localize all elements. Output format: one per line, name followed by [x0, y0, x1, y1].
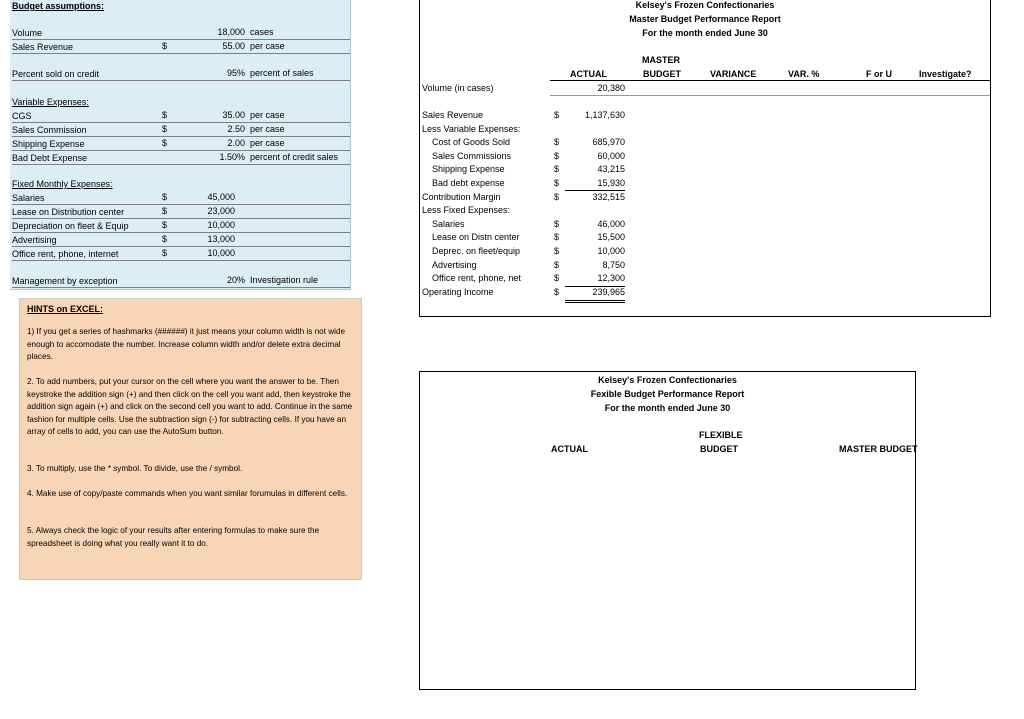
- budget-assumptions-panel: [10, 0, 351, 290]
- variable-label: Shipping Expense: [12, 139, 85, 149]
- master-company: Kelsey's Frozen Confectionaries: [635, 0, 775, 10]
- fixed-dollar: $: [162, 220, 168, 230]
- master-row-dollar: $: [554, 137, 560, 148]
- master-volume-label: Volume (in cases): [422, 83, 494, 93]
- master-row-dollar: $: [554, 259, 560, 270]
- master-header-variance: VARIANCE: [710, 69, 757, 79]
- fixed-dollar: $: [162, 192, 168, 202]
- fixed-label: Depreciation on fleet & Equip: [12, 221, 129, 231]
- master-row-value[interactable]: 239,965: [592, 286, 625, 297]
- master-row-dollar: $: [554, 191, 560, 202]
- flex-period: For the month ended June 30: [604, 403, 731, 413]
- fixed-label: Lease on Distribution center: [12, 207, 125, 217]
- variable-value[interactable]: 2.00: [227, 138, 245, 148]
- master-row-label: Office rent, phone, net: [432, 273, 521, 284]
- variable-label: Bad Debt Expense: [12, 153, 88, 163]
- variable-row[interactable]: [12, 138, 350, 151]
- variable-value[interactable]: 1.50%: [219, 152, 245, 162]
- variable-value[interactable]: 35.00: [222, 110, 245, 120]
- master-row-value[interactable]: 10,000: [597, 246, 625, 256]
- volume-unit: cases: [250, 27, 274, 37]
- master-row-value[interactable]: 685,970: [592, 137, 625, 148]
- fixed-label: Salaries: [12, 193, 45, 203]
- credit-unit: percent of sales: [250, 68, 314, 78]
- variable-label: Sales Commission: [12, 125, 87, 135]
- hint-2: 2. To add numbers, put your cursor on the cell where you want the answer to be. Then keystroke the addition sign (+) and then click on the cell you want add, then keystroke the addition sign again (+) and click on the second cell you want to add. Continue in the same fashion for multiple cells. Use the subtraction sign (-) for subtracting cells. If you have an array of cells to add, you can use the AutoSum button.: [27, 377, 353, 436]
- master-row-dollar: $: [554, 232, 560, 243]
- hints-title: HINTS on EXCEL:: [27, 304, 103, 314]
- volume-row[interactable]: [12, 27, 350, 40]
- master-header-actual: ACTUAL: [570, 69, 607, 79]
- sales-row[interactable]: [12, 41, 350, 54]
- hint-1: 1) If you get a series of hashmarks (######) it just means your column width is not wide enough to accomodate the number. Increase column width and/or delete extra decimal places.: [27, 327, 346, 361]
- variable-unit: per case: [250, 110, 285, 120]
- master-row-dollar: $: [554, 273, 560, 284]
- variable-row[interactable]: [12, 110, 350, 123]
- total-rule-3: [565, 302, 625, 303]
- master-row-dollar: $: [554, 286, 560, 297]
- flex-company: Kelsey's Frozen Confectionaries: [598, 375, 737, 385]
- master-row-label: Advertising: [432, 259, 477, 270]
- master-volume-actual[interactable]: 20,380: [597, 83, 625, 93]
- master-row-value[interactable]: 43,215: [597, 164, 625, 175]
- master-row-label: Sales Revenue: [422, 110, 484, 120]
- master-volume-rule: [550, 95, 990, 96]
- flexible-budget-report: [419, 371, 916, 690]
- master-row-dollar: $: [554, 218, 560, 229]
- fixed-value[interactable]: 13,000: [207, 234, 235, 244]
- master-row-dollar: $: [554, 164, 560, 175]
- master-budget-report: [419, 0, 991, 317]
- master-header-master: MASTER: [642, 55, 680, 65]
- master-row-label: Bad debt expense: [432, 178, 505, 188]
- master-row-dollar: $: [554, 150, 560, 161]
- variable-dollar: $: [162, 138, 168, 148]
- master-period: For the month ended June 30: [642, 28, 768, 38]
- variable-label: CGS: [12, 111, 32, 121]
- master-header-foru: F or U: [866, 69, 892, 79]
- flex-header-budget: BUDGET: [700, 444, 738, 454]
- hint-4: 4. Make use of copy/paste commands when you want similar forumulas in different cells.: [27, 489, 348, 498]
- master-row-value[interactable]: 8,750: [602, 259, 625, 270]
- master-row-label: Less Fixed Expenses:: [422, 205, 511, 216]
- master-row-value[interactable]: 46,000: [597, 218, 625, 229]
- fixed-label: Office rent, phone, internet: [12, 249, 119, 259]
- master-row-label: Lease on Distn center: [432, 232, 520, 243]
- mbe-unit: Investigation rule: [250, 275, 319, 285]
- master-row-dollar: $: [554, 178, 560, 188]
- fixed-row[interactable]: [12, 234, 350, 247]
- sales-label: Sales Revenue: [12, 42, 74, 52]
- master-row-dollar: $: [554, 246, 560, 256]
- master-header-varpct: VAR. %: [788, 69, 820, 79]
- sales-value[interactable]: 55.00: [222, 41, 245, 51]
- credit-value[interactable]: 95%: [226, 68, 245, 78]
- master-row-label: Deprec. on fleet/equip: [432, 246, 521, 256]
- hint-5: 5. Always check the logic of your results after entering formulas to make sure the spreadsheet is doing what you really want it to do.: [27, 526, 320, 548]
- master-row-dollar: $: [554, 110, 560, 120]
- master-row-value[interactable]: 12,300: [597, 273, 625, 284]
- master-row-value[interactable]: 15,930: [597, 178, 625, 188]
- fixed-dollar: $: [162, 234, 168, 244]
- fixed-dollar: $: [162, 206, 168, 216]
- master-row-value[interactable]: 1,137,630: [584, 110, 625, 120]
- master-row-value[interactable]: 332,515: [592, 191, 625, 202]
- master-row-label: Salaries: [432, 218, 465, 229]
- fixed-value[interactable]: 10,000: [207, 220, 235, 230]
- fixed-dollar: $: [162, 248, 168, 258]
- mbe-value[interactable]: 20%: [226, 275, 245, 285]
- variable-value[interactable]: 2.50: [227, 124, 245, 134]
- subtotal-rule: [565, 190, 625, 191]
- master-header-investigate: Investigate?: [919, 69, 972, 79]
- assumptions-title: Budget assumptions:: [12, 1, 105, 11]
- variable-row[interactable]: [12, 124, 350, 137]
- total-rule-1: [565, 286, 625, 287]
- sales-dollar: $: [162, 41, 168, 51]
- master-row-label: Less Variable Expenses:: [422, 123, 521, 134]
- master-row-label: Shipping Expense: [432, 164, 505, 175]
- master-row-label: Sales Commissions: [432, 150, 512, 161]
- fixed-row[interactable]: [12, 206, 350, 219]
- variable-unit: percent of credit sales: [250, 152, 339, 162]
- fixed-label: Advertising: [12, 235, 57, 245]
- excel-hints-panel: [19, 298, 362, 580]
- master-row-value[interactable]: 60,000: [597, 150, 625, 161]
- hint-3: 3. To multiply, use the * symbol. To divide, use the / symbol.: [27, 464, 243, 473]
- variable-unit: per case: [250, 124, 285, 134]
- flex-report-title: Fexible Budget Performance Report: [590, 389, 745, 399]
- fixed-value[interactable]: 23,000: [207, 206, 235, 216]
- fixed-title: Fixed Monthly Expenses:: [12, 179, 113, 189]
- master-row-label: Contribution Margin: [422, 191, 501, 202]
- fixed-row[interactable]: [12, 248, 350, 261]
- variable-dollar: $: [162, 124, 168, 134]
- fixed-value[interactable]: 10,000: [207, 248, 235, 258]
- sales-unit: per case: [250, 41, 285, 51]
- flex-header-flexible: FLEXIBLE: [699, 430, 743, 440]
- credit-label: Percent sold on credit: [12, 69, 100, 79]
- master-report-title: Master Budget Performance Report: [629, 14, 781, 24]
- volume-value[interactable]: 18,000: [217, 27, 245, 37]
- fixed-row[interactable]: [12, 220, 350, 233]
- variable-dollar: $: [162, 110, 168, 120]
- master-header-rule: [550, 80, 990, 81]
- master-row-value[interactable]: 15,500: [597, 232, 625, 243]
- flex-header-actual: ACTUAL: [551, 444, 588, 454]
- master-row-label: Operating Income: [422, 286, 494, 297]
- mbe-label: Management by exception: [12, 276, 118, 286]
- master-row-label: Cost of Goods Sold: [432, 137, 511, 148]
- variable-unit: per case: [250, 138, 285, 148]
- total-rule-2: [565, 300, 625, 301]
- fixed-value[interactable]: 45,000: [207, 192, 235, 202]
- master-header-budget: BUDGET: [643, 69, 681, 79]
- flex-header-master: MASTER BUDGET: [839, 444, 918, 454]
- variable-title: Variable Expenses:: [12, 97, 89, 107]
- fixed-row[interactable]: [12, 192, 350, 205]
- volume-label: Volume: [12, 28, 43, 38]
